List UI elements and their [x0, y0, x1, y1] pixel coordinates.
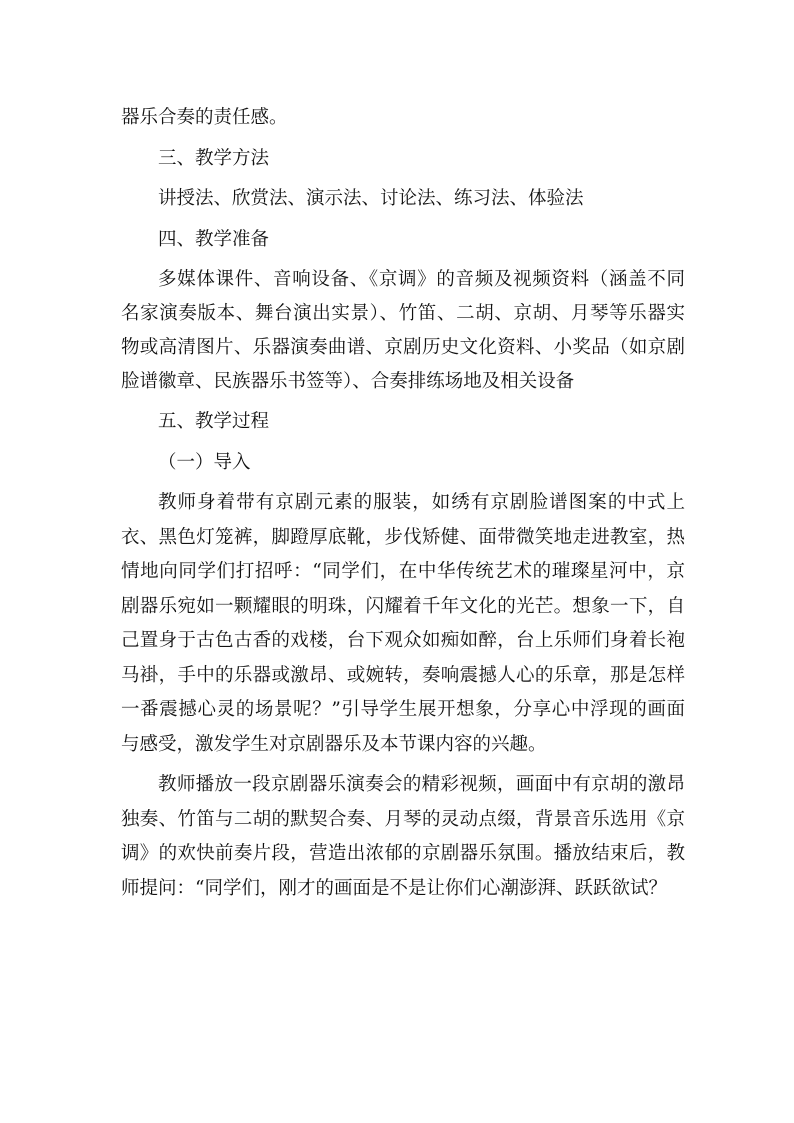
document-body: [121, 98, 685, 909]
teaching-methods-text: 讲授法、欣赏法、演示法、讨论法、练习法、体验法: [158, 188, 584, 209]
continuation-text: 器乐合奏的责任感。: [121, 107, 288, 128]
introduction-paragraph-2: 教师播放一段京剧器乐演奏会的精彩视频，画面中有京胡的激昂独奏、竹笛与二胡的默契合奏、月琴的灵动点缀，背景音乐选用《京调》的欢快前奏片段，营造出浓郁的京剧器乐氛围。播放结束后，教师提问：“同学们，刚才的画面是不是让你们心潮澎湃、跃跃欲试？: [121, 774, 685, 899]
teaching-preparation-text: 多媒体课件、音响设备、《京调》的音频及视频资料（涵盖不同名家演奏版本、舞台演出实景）、竹笛、二胡、京胡、月琴等乐器实物或高清图片、乐器演奏曲谱、京剧历史文化资料、小奖品（如京剧脸谱徽章、民族器乐书签等）、合奏排练场地及相关设备: [121, 269, 685, 392]
section-heading-teaching-preparation: 四、教学准备: [158, 228, 270, 250]
section-heading-teaching-methods: 三、教学方法: [158, 147, 270, 169]
subsection-heading-introduction: （一）导入: [158, 451, 251, 473]
introduction-paragraph-1: 教师身着带有京剧元素的服装，如绣有京剧脸谱图案的中式上衣、黑色灯笼裤，脚蹬厚底靴，步伐矫健、面带微笑地走进教室，热情地向同学们打招呼：“同学们，在中华传统艺术的璀璨星河中，京剧器乐宛如一颗耀眼的明珠，闪耀着千年文化的光芒。想象一下，自己置身于古色古香的戏楼，台下观众如痴如醉，台上乐师们身着长袍马褂，手中的乐器或激昂、或婉转，奏响震撼人心的乐章，那是怎样一番震撼心灵的场景呢？”引导学生展开想象，分享心中浮现的画面与感受，激发学生对京剧器乐及本节课内容的兴趣。: [121, 492, 685, 755]
section-heading-teaching-process: 五、教学过程: [158, 411, 270, 432]
